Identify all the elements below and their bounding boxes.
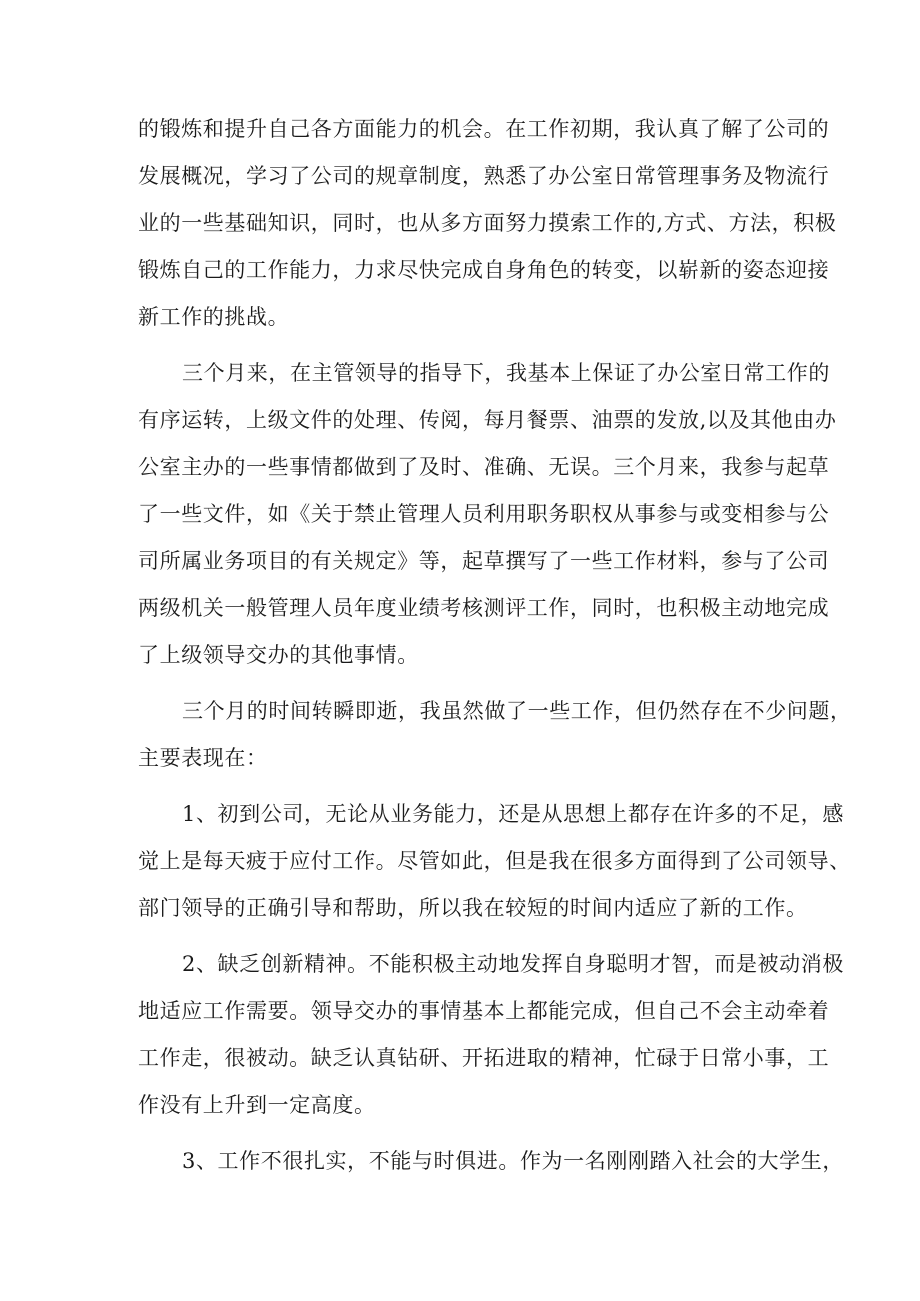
text-line: 作没有上升到一定高度。 <box>138 1093 376 1117</box>
text-line: 了一些文件，如《关于禁止管理人员利用职务职权从事参与或变相参与公 <box>138 502 830 526</box>
text-line: 了上级领导交办的其他事情。 <box>138 643 419 667</box>
text-line: 两级机关一般管理人员年度业绩考核测评工作，同时，也积极主动地完成 <box>138 596 830 620</box>
text-line: 公室主办的一些事情都做到了及时、准确、无误。三个月来，我参与起草 <box>138 455 830 479</box>
text-line: 新工作的挑战。 <box>138 305 290 329</box>
text-line: 的锻炼和提升自己各方面能力的机会。在工作初期，我认真了解了公司的 <box>138 117 830 141</box>
paragraph-item-2 <box>138 941 844 1129</box>
text-line: 3、工作不很扎实，不能与时俱进。作为一名刚刚踏入社会的大学生， <box>182 1149 844 1173</box>
text-line: 觉上是每天疲于应付工作。尽管如此，但是我在很多方面得到了公司领导、 <box>138 849 851 873</box>
text-line: 有序运转，上级文件的处理、传阅，每月餐票、油票的发放,以及其他由办 <box>138 408 837 432</box>
text-line: 地适应工作需要。领导交办的事情基本上都能完成，但自己不会主动牵着 <box>138 999 830 1023</box>
text-line: 主要表现在： <box>138 746 268 770</box>
text-line: 司所属业务项目的有关规定》等，起草撰写了一些工作材料，参与了公司 <box>138 549 830 573</box>
text-line: 锻炼自己的工作能力，力求尽快完成自身角色的转变，以崭新的姿态迎接 <box>138 258 830 282</box>
text-line: 发展概况，学习了公司的规章制度，熟悉了办公室日常管理事务及物流行 <box>138 164 830 188</box>
text-line: 部门领导的正确引导和帮助，所以我在较短的时间内适应了新的工作。 <box>138 896 808 920</box>
text-line: 2、缺乏创新精神。不能积极主动地发挥自身聪明才智，而是被动消极 <box>182 952 844 976</box>
paragraph-item-1 <box>138 791 851 932</box>
text-line: 1、初到公司，无论从业务能力，还是从思想上都存在许多的不足，感 <box>182 802 844 826</box>
document-page <box>138 106 852 1194</box>
text-line: 业的一些基础知识，同时，也从多方面努力摸索工作的,方式、方法，积极 <box>138 211 837 235</box>
paragraph-three-months <box>138 350 837 679</box>
paragraph-problems-intro <box>138 688 852 782</box>
paragraph-item-3 <box>138 1138 844 1185</box>
text-line: 三个月来，在主管领导的指导下，我基本上保证了办公室日常工作的 <box>182 361 830 385</box>
text-line: 三个月的时间转瞬即逝，我虽然做了一些工作，但仍然存在不少问题， <box>182 699 852 723</box>
paragraph-training <box>138 106 837 341</box>
text-line: 工作走，很被动。缺乏认真钻研、开拓进取的精神，忙碌于日常小事，工 <box>138 1046 830 1070</box>
